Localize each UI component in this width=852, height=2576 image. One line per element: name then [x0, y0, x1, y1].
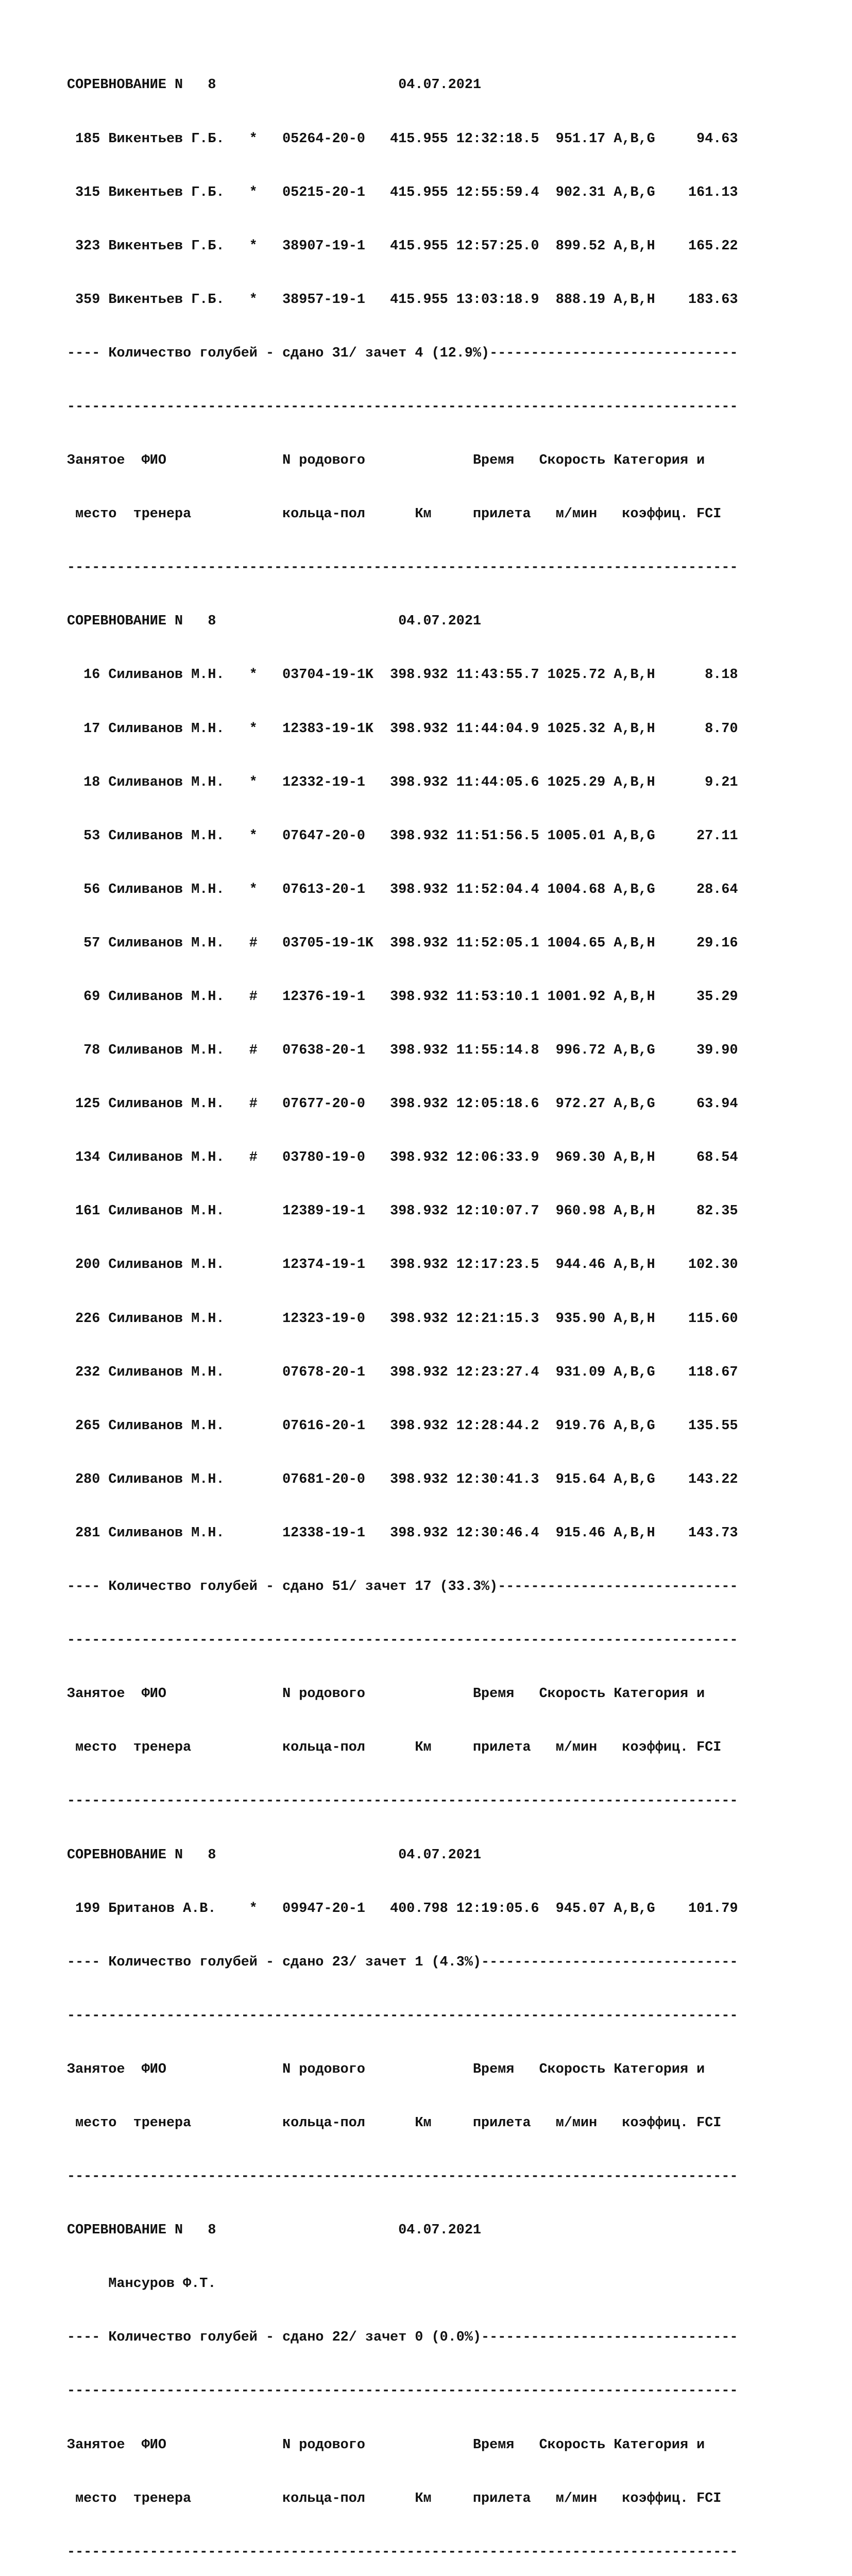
text-line: ---------------------------------------------------------------------------------	[67, 2383, 738, 2399]
text-line: 280 Силиванов М.Н. 07681-20-0 398.932 12:30:41.3 915.64 A,B,G 143.22	[67, 1471, 738, 1487]
text-line: Занятое ФИО N родового Время Скорость Категория и	[67, 453, 705, 469]
text-line: место тренера кольца-пол Км прилета м/мин коэффиц. FCI	[67, 506, 722, 522]
text-line: ---------------------------------------------------------------------------------	[67, 2008, 738, 2024]
text-line: ---------------------------------------------------------------------------------	[67, 560, 738, 576]
text-line: 69 Силиванов М.Н. # 12376-19-1 398.932 11:53:10.1 1001.92 A,B,H 35.29	[67, 989, 738, 1005]
text-line: СОРЕВНОВАНИЕ N 8 04.07.2021	[67, 1847, 482, 1863]
text-line: место тренера кольца-пол Км прилета м/мин коэффиц. FCI	[67, 2490, 722, 2506]
text-line: ---- Количество голубей - сдано 23/ зачет 1 (4.3%)-------------------------------	[67, 1954, 738, 1970]
text-line: место тренера кольца-пол Км прилета м/мин коэффиц. FCI	[67, 2115, 722, 2131]
text-line: 78 Силиванов М.Н. # 07638-20-1 398.932 11:55:14.8 996.72 A,B,G 39.90	[67, 1043, 738, 1059]
text-line: 226 Силиванов М.Н. 12323-19-0 398.932 12:21:15.3 935.90 A,B,H 115.60	[67, 1311, 738, 1327]
text-line: 281 Силиванов М.Н. 12338-19-1 398.932 12:30:46.4 915.46 A,B,H 143.73	[67, 1525, 738, 1541]
text-line: 232 Силиванов М.Н. 07678-20-1 398.932 12:23:27.4 931.09 A,B,G 118.67	[67, 1364, 738, 1380]
text-line: ---------------------------------------------------------------------------------	[67, 399, 738, 415]
text-line: 199 Британов А.В. * 09947-20-1 400.798 12:19:05.6 945.07 A,B,G 101.79	[67, 1901, 738, 1917]
text-line: ---- Количество голубей - сдано 51/ зачет 17 (33.3%)-----------------------------	[67, 1579, 738, 1595]
text-line: СОРЕВНОВАНИЕ N 8 04.07.2021	[67, 614, 482, 630]
text-line: Занятое ФИО N родового Время Скорость Категория и	[67, 2437, 705, 2453]
text-line: СОРЕВНОВАНИЕ N 8 04.07.2021	[67, 2223, 482, 2239]
text-line: 16 Силиванов М.Н. * 03704-19-1K 398.932 11:43:55.7 1025.72 A,B,H 8.18	[67, 667, 738, 683]
text-line: 323 Викентьев Г.Б. * 38907-19-1 415.955 12:57:25.0 899.52 A,B,H 165.22	[67, 238, 738, 254]
text-line: ---------------------------------------------------------------------------------	[67, 1793, 738, 1809]
text-line: 315 Викентьев Г.Б. * 05215-20-1 415.955 12:55:59.4 902.31 A,B,G 161.13	[67, 184, 738, 200]
text-line: 53 Силиванов М.Н. * 07647-20-0 398.932 11:51:56.5 1005.01 A,B,G 27.11	[67, 828, 738, 844]
text-line: 200 Силиванов М.Н. 12374-19-1 398.932 12:17:23.5 944.46 A,B,H 102.30	[67, 1257, 738, 1273]
results-printout	[67, 41, 738, 2576]
text-line: 161 Силиванов М.Н. 12389-19-1 398.932 12:10:07.7 960.98 A,B,H 82.35	[67, 1204, 738, 1219]
text-line: ---- Количество голубей - сдано 22/ зачет 0 (0.0%)-------------------------------	[67, 2330, 738, 2346]
text-line: место тренера кольца-пол Км прилета м/мин коэффиц. FCI	[67, 1740, 722, 1756]
text-line: 17 Силиванов М.Н. * 12383-19-1K 398.932 11:44:04.9 1025.32 A,B,H 8.70	[67, 721, 738, 737]
text-line: ---------------------------------------------------------------------------------	[67, 2169, 738, 2185]
text-line: 56 Силиванов М.Н. * 07613-20-1 398.932 11:52:04.4 1004.68 A,B,G 28.64	[67, 882, 738, 897]
text-line: 57 Силиванов М.Н. # 03705-19-1K 398.932 11:52:05.1 1004.65 A,B,H 29.16	[67, 935, 738, 951]
text-line: 18 Силиванов М.Н. * 12332-19-1 398.932 11:44:05.6 1025.29 A,B,H 9.21	[67, 774, 738, 790]
text-line: ---------------------------------------------------------------------------------	[67, 1633, 738, 1649]
text-line: Занятое ФИО N родового Время Скорость Категория и	[67, 2061, 705, 2077]
text-line: 134 Силиванов М.Н. # 03780-19-0 398.932 12:06:33.9 969.30 A,B,H 68.54	[67, 1150, 738, 1166]
text-line: 359 Викентьев Г.Б. * 38957-19-1 415.955 13:03:18.9 888.19 A,B,H 183.63	[67, 292, 738, 308]
text-line: 265 Силиванов М.Н. 07616-20-1 398.932 12:28:44.2 919.76 A,B,G 135.55	[67, 1418, 738, 1434]
text-line: 125 Силиванов М.Н. # 07677-20-0 398.932 12:05:18.6 972.27 A,B,G 63.94	[67, 1096, 738, 1112]
text-line: СОРЕВНОВАНИЕ N 8 04.07.2021	[67, 77, 482, 93]
text-line: ---- Количество голубей - сдано 31/ зачет 4 (12.9%)------------------------------	[67, 345, 738, 361]
text-line: 185 Викентьев Г.Б. * 05264-20-0 415.955 12:32:18.5 951.17 A,B,G 94.63	[67, 131, 738, 147]
text-line: ---------------------------------------------------------------------------------	[67, 2544, 738, 2560]
text-line: Занятое ФИО N родового Время Скорость Категория и	[67, 1686, 705, 1702]
text-line: Мансуров Ф.Т.	[67, 2276, 216, 2292]
